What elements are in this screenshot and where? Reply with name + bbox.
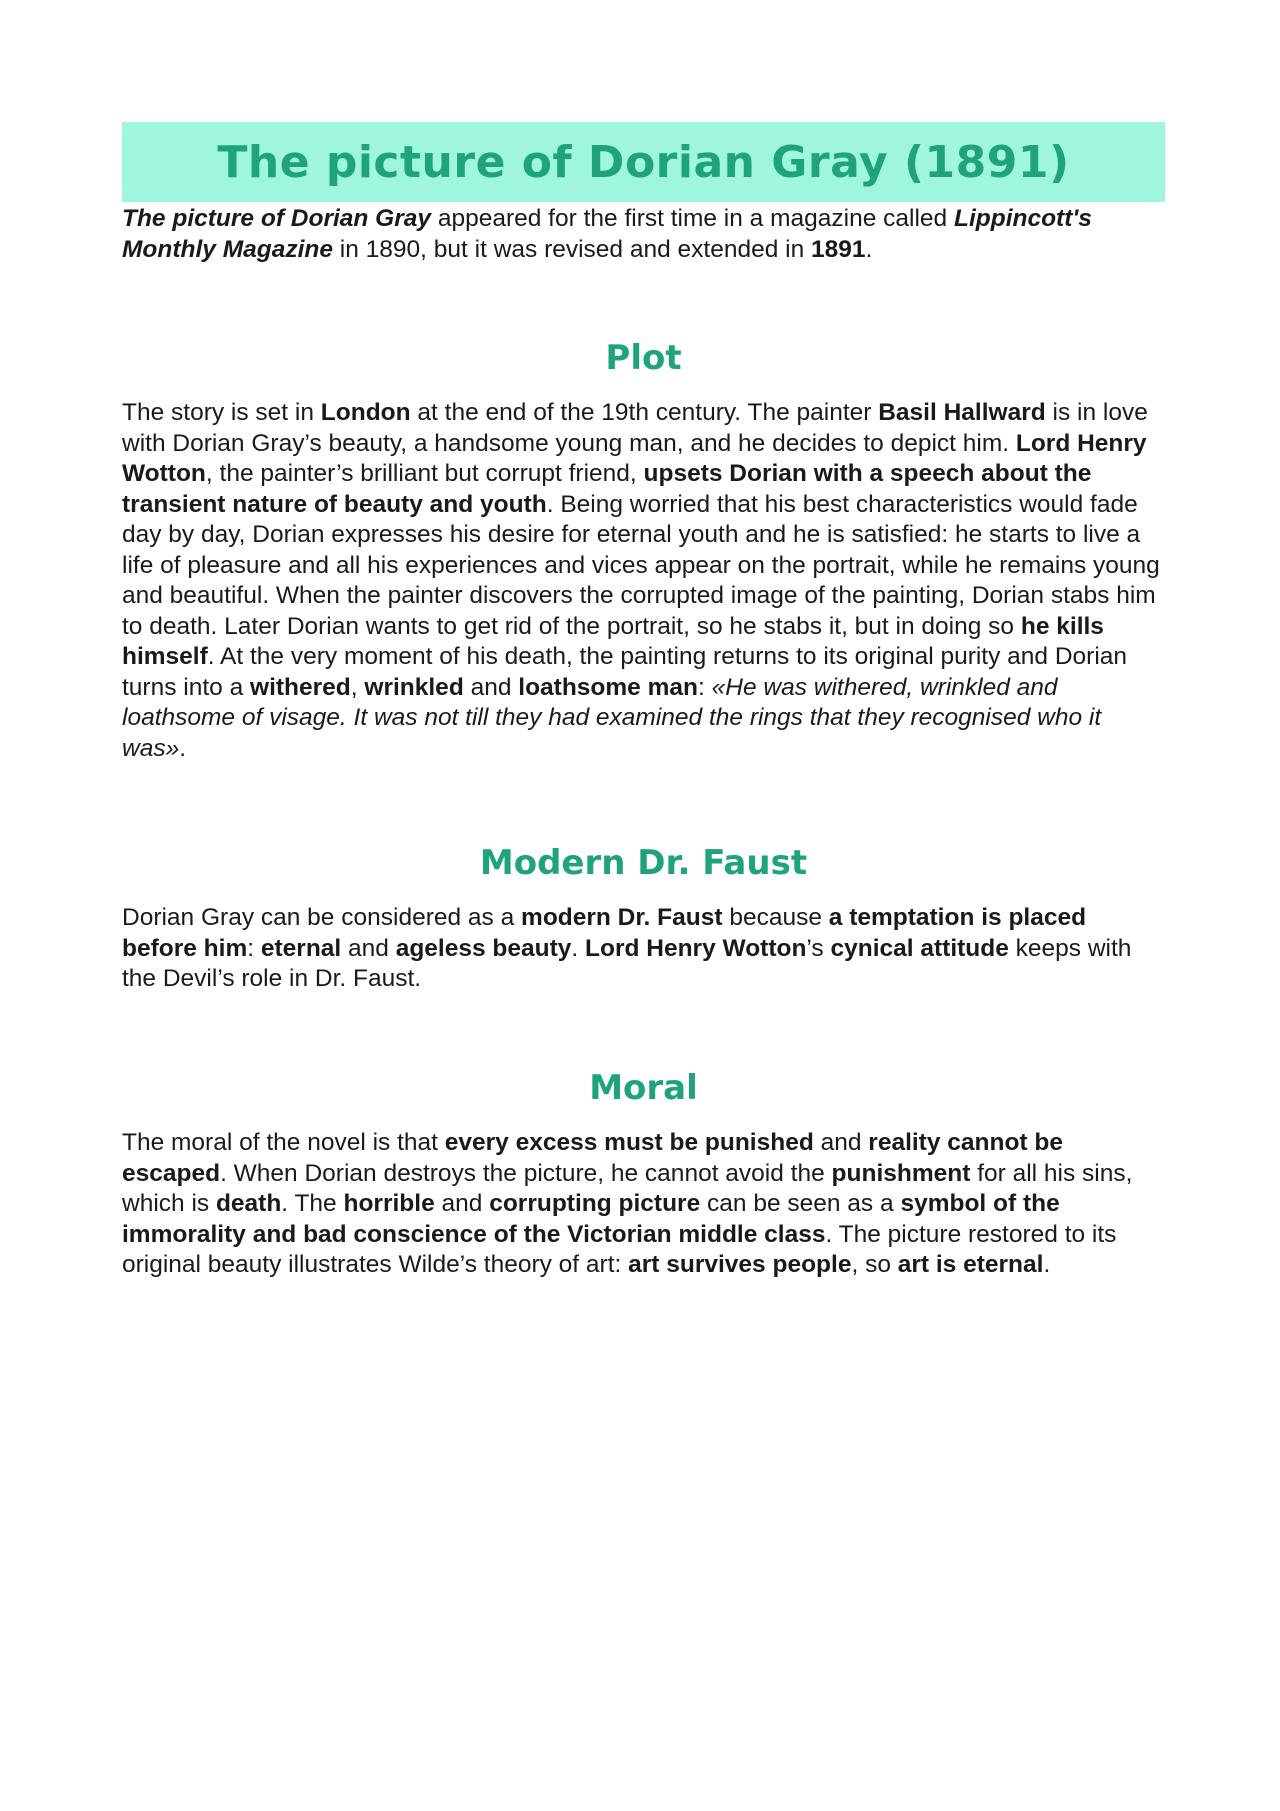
emphasis-text: he kills himself [122, 612, 1104, 670]
emphasis-text: wrinkled [364, 673, 464, 701]
body-text: is in love with Dorian Gray’s beauty, a handsome young man, and he decides to depict him. [122, 399, 1148, 457]
body-text: . Being worried that his best characteristics would fade day by day, Dorian expresses his desire for eternal youth and he is satisfied: he starts to live a life of pleasure and all his experiences and vices appear on the portrait, while he remains young and beautiful. When the painter discovers the corrupted image of the painting, Dorian stabs him to death. Later Dorian wants to get rid of the portrait, so he stabs it, but in doing so [122, 490, 1160, 640]
emphasis-text: punishment [831, 1159, 971, 1187]
emphasis-text: every excess must be punished [444, 1129, 814, 1156]
emphasis-text: death [215, 1190, 282, 1217]
body-text: . [1043, 1251, 1051, 1278]
emphasis-text: art is eternal [897, 1251, 1044, 1278]
body-text: for all his sins, which is [122, 1159, 1133, 1217]
body-text: The moral of the novel is that [122, 1129, 445, 1156]
body-text: and [813, 1129, 869, 1156]
body-text: . [865, 235, 873, 263]
emphasis-text: reality cannot be escaped [122, 1129, 1063, 1187]
intro-paragraph [122, 204, 1165, 265]
emphasis-text: upsets Dorian with a speech about the transient nature of beauty and youth [122, 460, 1092, 518]
body-text: , the painter’s brilliant but corrupt friend, [205, 460, 644, 487]
body-text: Dorian Gray can be considered as a [122, 904, 522, 931]
body-text: at the end of the 19th century. The painter [410, 399, 879, 426]
emphasis-text: modern Dr. Faust [521, 904, 723, 931]
body-text: and [463, 673, 519, 701]
section-heading-plot: Plot [605, 338, 682, 378]
body-text: and [341, 934, 396, 962]
body-text: : [698, 673, 712, 701]
emphasis-text: withered [250, 673, 351, 701]
body-text: keeps with the Devil’s role in Dr. Faust. [122, 934, 1132, 992]
page-title: The picture of Dorian Gray (1891) [217, 136, 1070, 188]
plot-paragraph [122, 398, 1165, 764]
emphasis-text: Lippincott's Monthly Magazine [122, 205, 1092, 263]
emphasis-text: Lord Henry Wotton [122, 429, 1147, 487]
body-text: , [350, 673, 365, 701]
body-text: in 1890, but it was revised and extended in [332, 235, 812, 263]
emphasis-text: 1891 [811, 235, 866, 263]
body-text: ’s [806, 934, 831, 962]
body-text: : [247, 934, 261, 962]
body-text: , so [851, 1251, 898, 1278]
body-text: and [434, 1190, 490, 1217]
body-text: because [722, 904, 829, 931]
emphasis-text: eternal [260, 934, 342, 962]
emphasis-text: a temptation is placed before him [122, 904, 1087, 962]
body-text: . [179, 734, 187, 762]
emphasis-text: Lord Henry Wotton [585, 934, 807, 962]
body-text: . The picture restored to its original beauty illustrates Wilde’s theory of art: [122, 1220, 1117, 1278]
body-text: can be seen as a [700, 1190, 901, 1217]
emphasis-text: corrupting picture [489, 1190, 701, 1217]
moral-paragraph [122, 1128, 1165, 1281]
emphasis-text: horrible [343, 1190, 435, 1217]
body-text: The story is set in [122, 399, 321, 426]
body-text: . At the very moment of his death, the painting returns to its original purity and Dorian turns into a [122, 643, 1128, 701]
emphasis-text: The picture of Dorian Gray [122, 205, 432, 232]
emphasis-text: art survives people [628, 1251, 852, 1278]
body-text: . When Dorian destroys the picture, he cannot avoid the [220, 1159, 832, 1187]
faust-paragraph [122, 903, 1165, 995]
emphasis-text: ageless beauty [395, 934, 572, 962]
emphasis-text: London [320, 399, 411, 426]
section-heading-faust: Modern Dr. Faust [479, 843, 808, 883]
body-text: appeared for the first time in a magazine called [431, 205, 954, 232]
section-heading-moral: Moral [589, 1068, 698, 1108]
body-text: . [571, 934, 586, 962]
title-banner [122, 122, 1165, 202]
emphasis-text: symbol of the immorality and bad conscience of the Victorian middle class [122, 1190, 1060, 1248]
body-text: . The [281, 1190, 344, 1217]
emphasis-text: «He was withered, wrinkled and loathsome of visage. It was not till they had examined the rings that they recognised who it was» [122, 673, 1102, 762]
emphasis-text: loathsome man [518, 673, 698, 701]
emphasis-text: cynical attitude [830, 934, 1009, 962]
emphasis-text: Basil Hallward [878, 399, 1046, 426]
